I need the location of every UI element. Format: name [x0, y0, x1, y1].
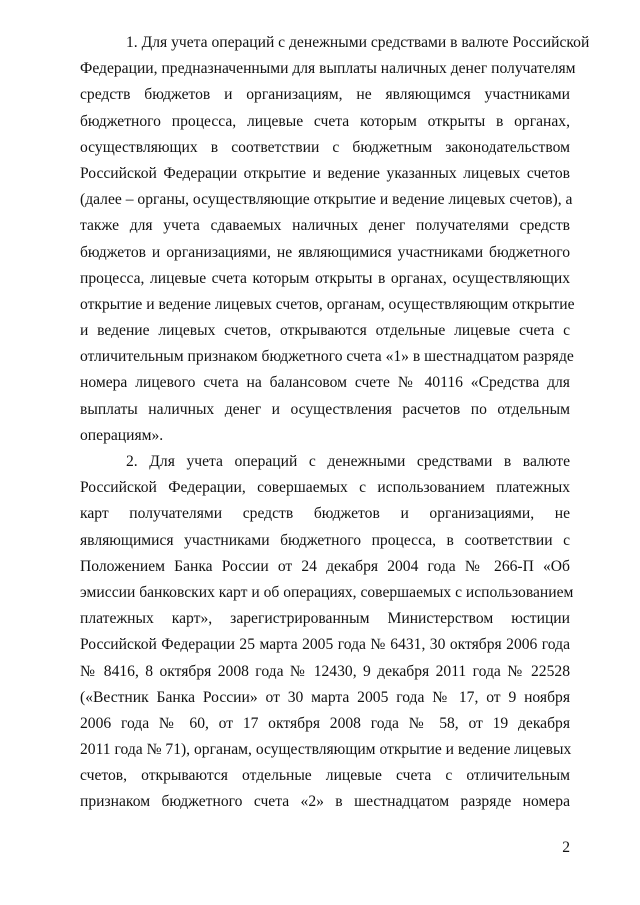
paragraph-2-line: платежных карт», зарегистрированным Министерством юстиции — [80, 610, 570, 628]
paragraph-2-line: эмиссии банковских карт и об операциях, совершаемых с использованием — [80, 583, 574, 601]
paragraph-1-line: номера лицевого счета на балансовом счете № 40116 «Средства для — [80, 374, 570, 392]
paragraph-2-line: («Вестник Банка России» от 30 марта 2005 года № 17, от 9 ноября — [80, 688, 570, 706]
paragraph-1-line: операциям». — [80, 426, 164, 444]
paragraph-1-line: 1. Для учета операций с денежными средствами в валюте Российской — [126, 34, 590, 51]
paragraph-1-line: отличительным признаком бюджетного счета «1» в шестнадцатом разряде — [80, 348, 574, 366]
paragraph-1-line: бюджетов и организациями, не являющимися участниками бюджетного — [80, 243, 570, 261]
paragraph-2 — [80, 449, 574, 816]
paragraph-2-line: счетов, открываются отдельные лицевые счета с отличительным — [80, 767, 570, 785]
paragraph-1-line: открытие и ведение лицевых счетов, органам, осуществляющим открытие — [80, 295, 575, 313]
paragraph-2-line: 2011 года № 71), органам, осуществляющим открытие и ведение лицевых — [80, 741, 572, 759]
paragraph-2-line: № 8416, 8 октября 2008 года № 12430, 9 декабря 2011 года № 22528 — [80, 662, 570, 680]
paragraph-1-line: выплаты наличных денег и осуществления расчетов по отдельным — [80, 400, 570, 418]
paragraph-1-line: процесса, лицевые счета которым открыты в органах, осуществляющих — [80, 269, 570, 287]
paragraph-2-line: Российской Федерации 25 марта 2005 года № 6431, 30 октября 2006 года — [80, 636, 570, 654]
paragraph-2-line: Российской Федерации, совершаемых с использованием платежных — [80, 479, 570, 497]
paragraph-1-line: и ведение лицевых счетов, открываются отдельные лицевые счета с — [80, 322, 570, 340]
paragraph-2-line: 2006 года № 60, от 17 октября 2008 года № 58, от 19 декабря — [80, 714, 570, 732]
paragraph-1-line: Федерации, предназначенными для выплаты наличных денег получателям — [80, 60, 576, 78]
paragraph-1-line: (далее – органы, осуществляющие открытие и ведение лицевых счетов), а — [80, 191, 573, 209]
document-body — [80, 30, 590, 816]
page-number: 2 — [562, 839, 570, 856]
paragraph-2-line: карт получателями средств бюджетов и организациями, не — [80, 505, 570, 523]
paragraph-1-line: осуществляющих в соответствии с бюджетным законодательством — [80, 138, 570, 156]
paragraph-1 — [80, 30, 590, 449]
paragraph-1-line: также для учета сдаваемых наличных денег получателями средств — [80, 217, 570, 235]
paragraph-1-line: Российской Федерации открытие и ведение указанных лицевых счетов — [80, 164, 570, 182]
paragraph-2-line: 2. Для учета операций с денежными средствами в валюте — [126, 453, 570, 470]
paragraph-1-line: средств бюджетов и организациям, не являющимся участниками — [80, 86, 570, 104]
paragraph-2-line: признаком бюджетного счета «2» в шестнадцатом разряде номера — [80, 793, 570, 811]
paragraph-2-line: являющимися участниками бюджетного процесса, в соответствии с — [80, 531, 570, 549]
paragraph-1-line: бюджетного процесса, лицевые счета которым открыты в органах, — [80, 112, 570, 130]
paragraph-2-line: Положением Банка России от 24 декабря 2004 года № 266-П «Об — [80, 557, 570, 575]
